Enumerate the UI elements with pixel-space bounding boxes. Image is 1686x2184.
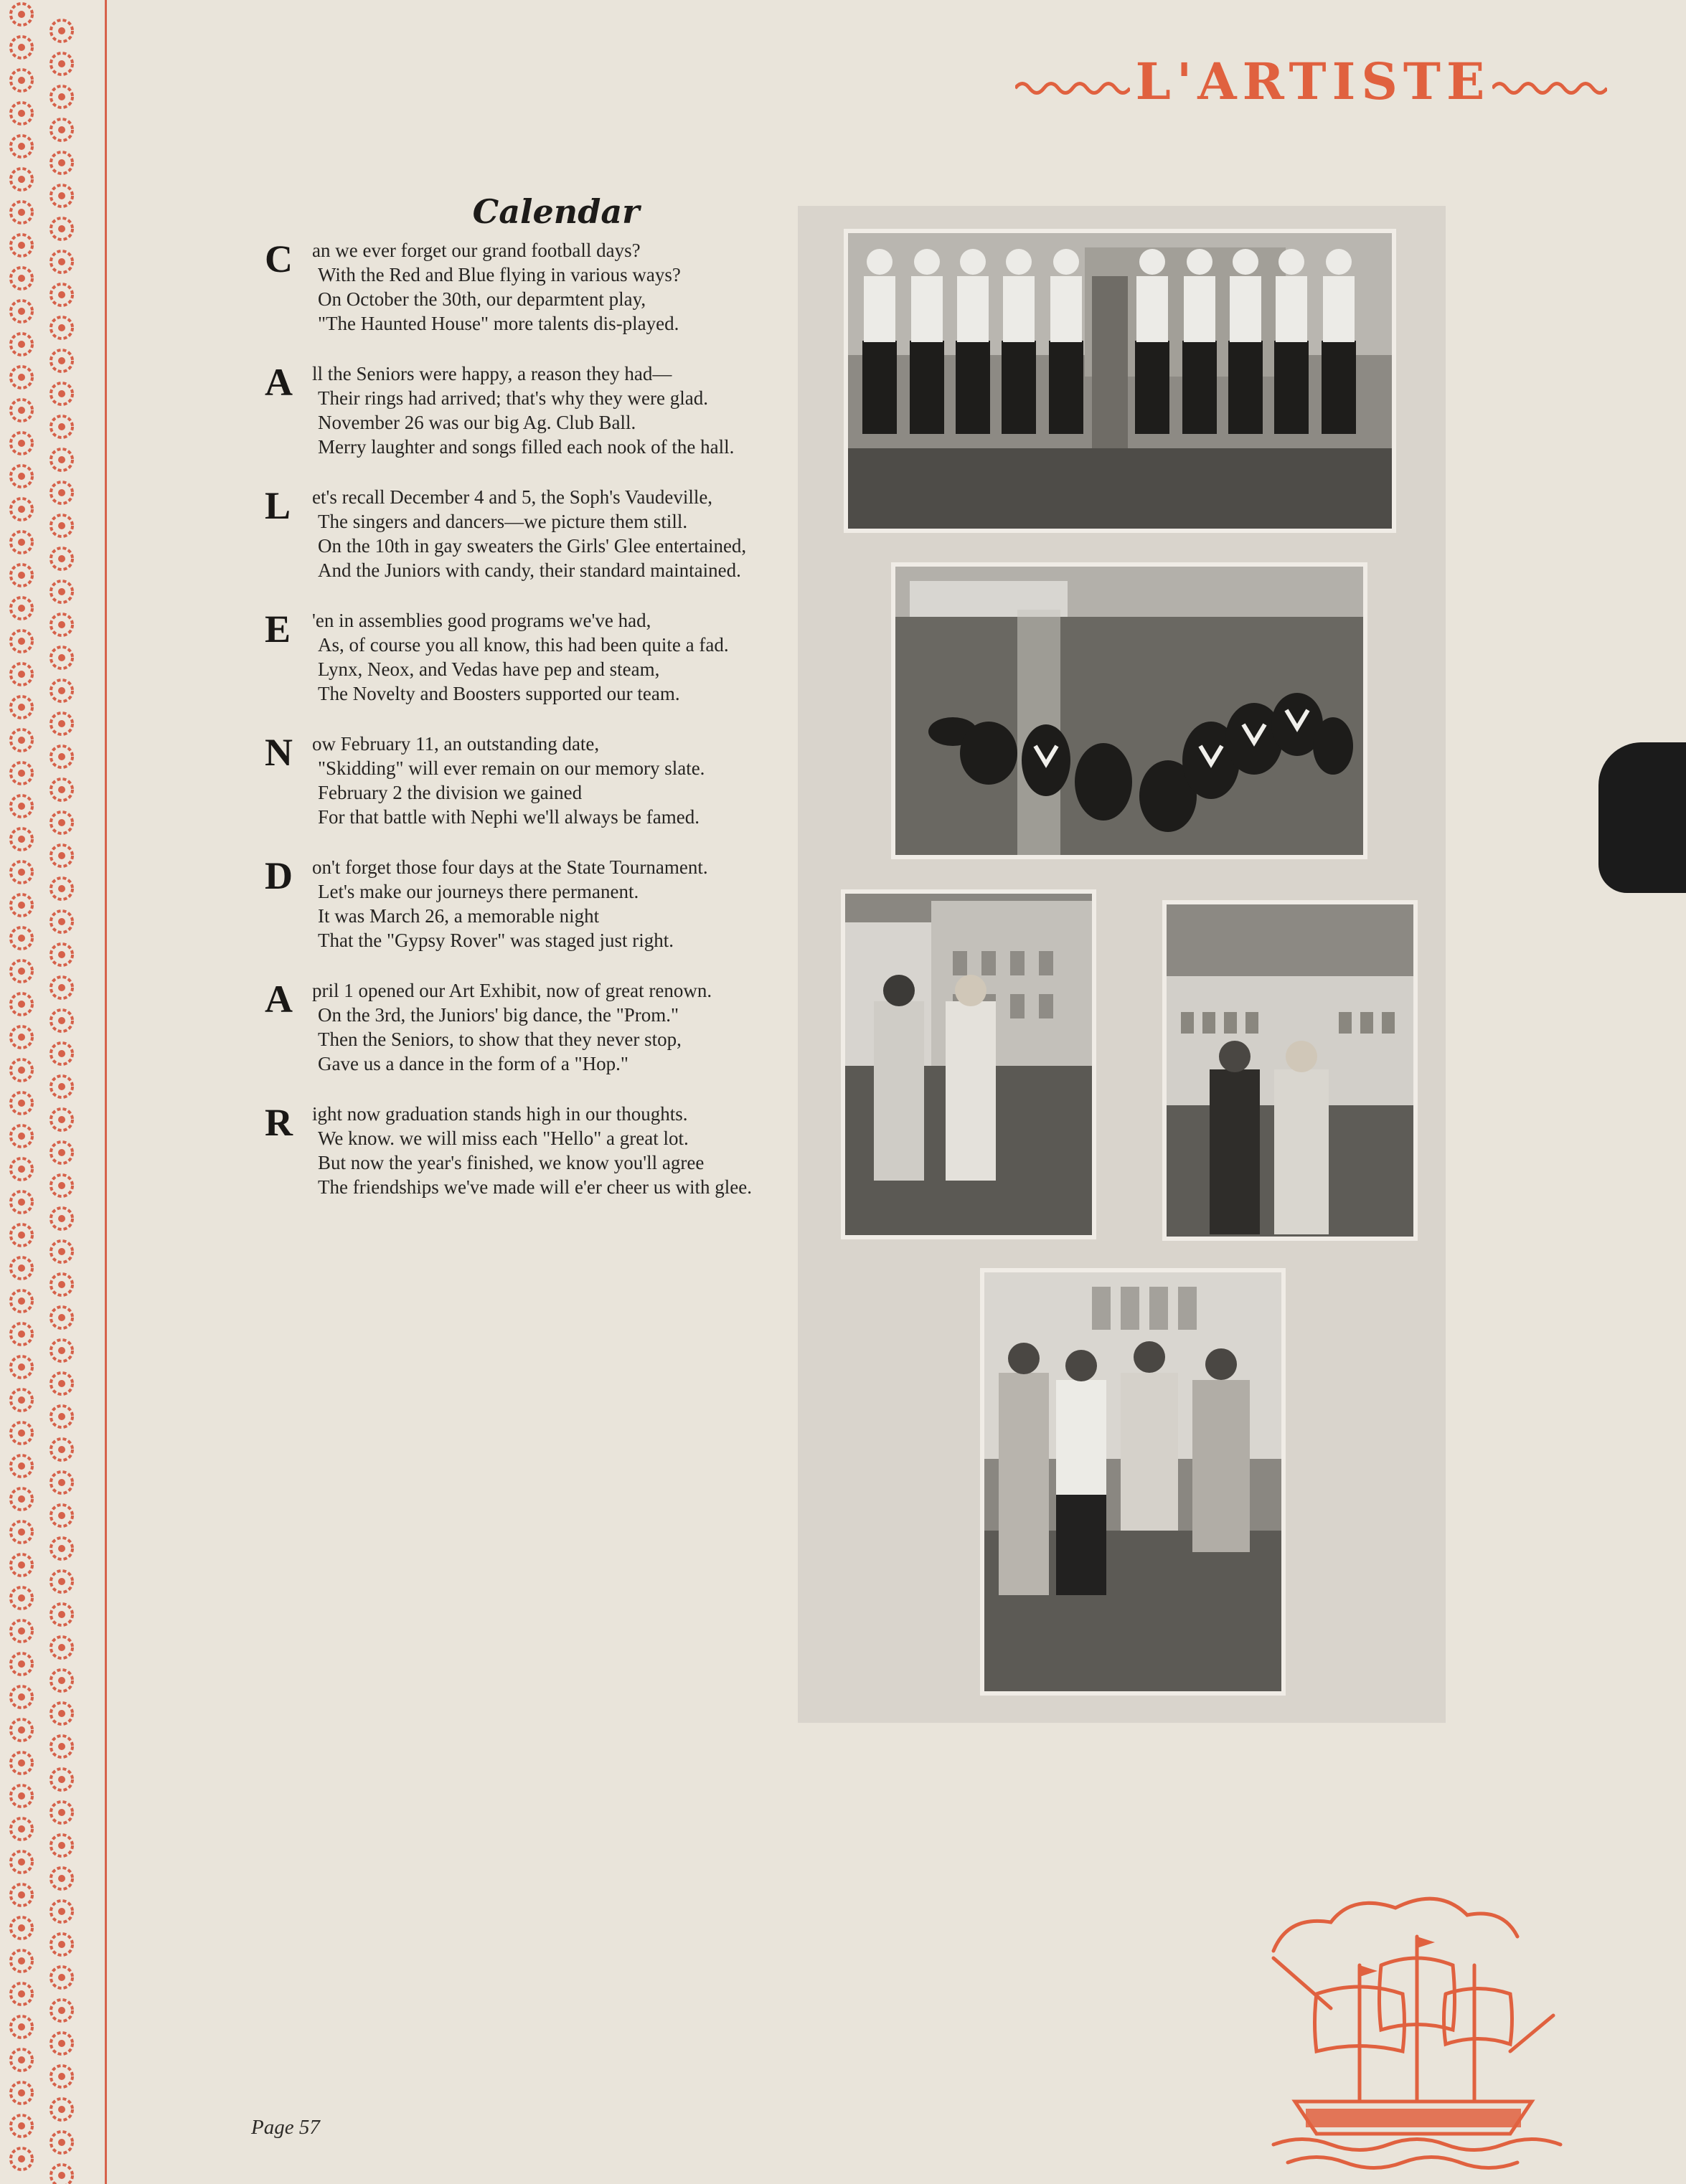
border-motif (51, 1043, 72, 1064)
border-motif (11, 1356, 32, 1378)
border-motif (11, 1455, 32, 1477)
drop-cap: N (265, 731, 293, 774)
page-tab-shadow (1598, 742, 1686, 893)
border-motif (11, 1521, 32, 1543)
stanza-line: The singers and dancers—we picture them still. (318, 511, 688, 532)
border-motif (51, 218, 72, 240)
poem-stanza (255, 978, 786, 1076)
border-motif (51, 1208, 72, 1229)
stanza-line-text: an we ever forget our grand football days? (312, 240, 641, 261)
border-rule (105, 0, 107, 2184)
stanza-line-text: ll the Seniors were happy, a reason they had— (312, 363, 672, 384)
wave-ornament-right (1492, 77, 1607, 99)
border-motif (51, 383, 72, 405)
decorative-border (0, 0, 100, 2184)
photo-two-girls (841, 889, 1096, 1239)
border-motif (51, 1505, 72, 1526)
drop-cap: C (265, 237, 293, 280)
border-motif (51, 1340, 72, 1361)
border-motif (11, 861, 32, 883)
border-motif (51, 1637, 72, 1658)
stanza-line-text: et's recall December 4 and 5, the Soph's Vaudeville, (312, 486, 713, 508)
drop-cap: L (265, 484, 291, 527)
border-motif (51, 548, 72, 569)
border-motif (51, 449, 72, 471)
border-motif (51, 86, 72, 108)
border-motif (11, 2115, 32, 2137)
border-motif (51, 812, 72, 833)
stanza-line: For that battle with Nephi we'll always be famed. (318, 806, 700, 828)
border-motif (11, 762, 32, 784)
border-motif (51, 614, 72, 635)
border-motif (11, 465, 32, 487)
border-motif (11, 696, 32, 718)
border-motif (11, 531, 32, 553)
drop-cap: A (265, 361, 293, 404)
poem-stanza (255, 732, 786, 829)
border-motif (11, 2148, 32, 2170)
border-motif (51, 317, 72, 339)
poem-stanzas (255, 238, 786, 1199)
border-motif (51, 482, 72, 504)
stanza-line: Merry laughter and songs filled each nook of the hall. (318, 436, 735, 458)
border-motif (11, 367, 32, 388)
border-motif (51, 1373, 72, 1394)
stanza-line: And the Juniors with candy, their standard maintained. (318, 559, 741, 581)
border-motif (11, 1191, 32, 1213)
border-motif (51, 20, 72, 42)
border-motif (11, 1323, 32, 1345)
border-motif (11, 1983, 32, 2005)
border-motif (51, 1934, 72, 1955)
border-motif (51, 878, 72, 899)
border-motif (11, 1818, 32, 1840)
poem-stanza (255, 238, 786, 336)
border-motif (51, 647, 72, 668)
stanza-line-text: pril 1 opened our Art Exhibit, now of great renown. (312, 980, 712, 1001)
drop-cap: R (265, 1101, 293, 1144)
stanza-line-text: ight now graduation stands high in our thoughts. (312, 1103, 688, 1125)
border-motif (11, 1422, 32, 1444)
border-motif (11, 1851, 32, 1873)
stanza-line-text: ow February 11, an outstanding date, (312, 733, 600, 755)
stanza-line: Their rings had arrived; that's why they were glad. (318, 387, 708, 409)
border-motif (11, 663, 32, 685)
border-motif (51, 284, 72, 306)
border-motif (11, 1389, 32, 1411)
stanza-line: But now the year's finished, we know you'll agree (318, 1152, 705, 1173)
stanza-line: The friendships we've made will e'er cheer us with glee. (318, 1176, 753, 1198)
border-motif (51, 845, 72, 866)
border-motif (11, 564, 32, 586)
border-motif (11, 1224, 32, 1246)
stanza-line: On October the 30th, our deparmtent play, (318, 288, 646, 310)
photo-four-boys (980, 1268, 1286, 1696)
border-motif (51, 1604, 72, 1625)
border-motif (11, 1686, 32, 1708)
border-motif (11, 1488, 32, 1510)
border-motif (11, 1587, 32, 1609)
border-motif (11, 103, 32, 124)
stanza-line: Gave us a dance in the form of a "Hop." (318, 1053, 628, 1074)
border-motif (11, 301, 32, 322)
border-motif (11, 1917, 32, 1939)
border-motif (51, 746, 72, 767)
border-motif (51, 1109, 72, 1130)
stanza-line: February 2 the division we gained (318, 782, 583, 803)
border-motif (11, 597, 32, 619)
page-number: Page 57 (251, 2116, 320, 2139)
stanza-line: Let's make our journeys there permanent. (318, 881, 639, 902)
border-motif (51, 1076, 72, 1097)
border-motif (51, 713, 72, 734)
ship-illustration (1230, 1886, 1582, 2177)
border-motif (51, 251, 72, 273)
border-motif (51, 1736, 72, 1757)
border-motif (11, 2049, 32, 2071)
border-motif (11, 1554, 32, 1576)
border-motif (11, 37, 32, 58)
border-motif (11, 1884, 32, 1906)
border-motif (51, 53, 72, 75)
poem-stanza (255, 485, 786, 582)
stanza-line: With the Red and Blue flying in various ways? (318, 264, 681, 285)
stanza-line: "Skidding" will ever remain on our memory slate. (318, 757, 705, 779)
border-motif (11, 498, 32, 520)
border-motif (51, 977, 72, 998)
border-motif (11, 1257, 32, 1279)
border-motif (51, 515, 72, 536)
border-motif (51, 2099, 72, 2120)
border-motif (51, 581, 72, 602)
border-motif (51, 152, 72, 174)
border-motif (11, 1059, 32, 1081)
photo-football-field (891, 562, 1367, 859)
stanza-line: We know. we will miss each "Hello" a great lot. (318, 1128, 689, 1149)
border-motif (11, 2016, 32, 2038)
border-motif (11, 1950, 32, 1972)
border-motif (11, 268, 32, 289)
border-motif (51, 1802, 72, 1823)
border-motif (51, 1439, 72, 1460)
border-motif (11, 432, 32, 454)
drop-cap: A (265, 978, 293, 1021)
border-motif (11, 1125, 32, 1147)
poem-stanza (255, 361, 786, 459)
border-motif (51, 2165, 72, 2184)
border-motif (51, 1769, 72, 1790)
border-motif (11, 2082, 32, 2104)
stanza-line: The Novelty and Boosters supported our team. (318, 683, 680, 704)
drop-cap: E (265, 608, 291, 651)
border-motif (11, 1620, 32, 1642)
border-motif (51, 2000, 72, 2021)
border-motif (11, 400, 32, 421)
border-motif (11, 1719, 32, 1741)
border-motif (51, 1670, 72, 1691)
border-motif (51, 944, 72, 965)
border-motif (51, 2066, 72, 2087)
stanza-line-text: on't forget those four days at the State Tournament. (312, 856, 708, 878)
border-motif (11, 1290, 32, 1312)
border-motif (51, 1703, 72, 1724)
border-motif (11, 202, 32, 223)
border-motif (11, 927, 32, 949)
border-motif (51, 185, 72, 207)
border-motif (11, 828, 32, 850)
border-motif (51, 1406, 72, 1427)
border-motif (51, 1901, 72, 1922)
border-motif (51, 1241, 72, 1262)
border-motif (11, 136, 32, 157)
stanza-line: That the "Gypsy Rover" was staged just right. (318, 930, 674, 951)
border-motif (11, 169, 32, 190)
stanza-line: On the 10th in gay sweaters the Girls' Glee entertained, (318, 535, 747, 557)
border-motif (11, 630, 32, 652)
stanza-line: It was March 26, a memorable night (318, 905, 600, 927)
photo-two-boys (1162, 900, 1418, 1241)
border-motif (11, 1653, 32, 1675)
border-motif (51, 1868, 72, 1889)
border-motif (51, 1010, 72, 1031)
border-motif (51, 1175, 72, 1196)
border-motif (11, 729, 32, 751)
border-motif (11, 960, 32, 982)
article-title: Calendar (472, 192, 640, 231)
border-motif (11, 1785, 32, 1807)
drop-cap: D (265, 854, 293, 897)
border-motif (51, 2033, 72, 2054)
running-header-title: L'ARTISTE (1135, 52, 1491, 111)
border-motif (11, 993, 32, 1015)
border-motif (51, 911, 72, 932)
stanza-line: "The Haunted House" more talents dis-played. (318, 313, 679, 334)
stanza-line: As, of course you all know, this had been quite a fad. (318, 634, 729, 656)
border-motif (11, 894, 32, 916)
border-motif (11, 1158, 32, 1180)
border-motif (11, 1092, 32, 1114)
border-motif (51, 1472, 72, 1493)
stanza-line: Then the Seniors, to show that they never stop, (318, 1029, 682, 1050)
border-motif (11, 4, 32, 25)
running-header (1004, 50, 1621, 115)
border-motif (11, 235, 32, 256)
calendar-article (255, 192, 786, 1225)
border-motif (51, 1274, 72, 1295)
border-motif (11, 1752, 32, 1774)
stanza-line-text: 'en in assemblies good programs we've had, (312, 610, 651, 631)
border-motif (51, 1142, 72, 1163)
border-motif (51, 1967, 72, 1988)
border-motif (11, 70, 32, 91)
border-motif (51, 350, 72, 372)
border-motif (51, 779, 72, 800)
border-motif (51, 680, 72, 701)
wave-ornament-left (1015, 77, 1130, 99)
stanza-line: On the 3rd, the Juniors' big dance, the "Prom." (318, 1004, 679, 1026)
border-motif (11, 334, 32, 355)
border-motif (51, 1571, 72, 1592)
border-motif (11, 795, 32, 817)
stanza-line: November 26 was our big Ag. Club Ball. (318, 412, 636, 433)
poem-stanza (255, 855, 786, 952)
border-motif (11, 1026, 32, 1048)
border-motif (51, 1307, 72, 1328)
photo-panel (798, 206, 1446, 1723)
border-motif (51, 1835, 72, 1856)
border-motif (51, 1538, 72, 1559)
border-motif (51, 416, 72, 438)
border-motif (51, 119, 72, 141)
photo-girls-group (844, 229, 1396, 533)
poem-stanza (255, 608, 786, 706)
poem-stanza (255, 1102, 786, 1199)
stanza-line: Lynx, Neox, and Vedas have pep and steam, (318, 658, 660, 680)
border-motif (51, 2132, 72, 2153)
